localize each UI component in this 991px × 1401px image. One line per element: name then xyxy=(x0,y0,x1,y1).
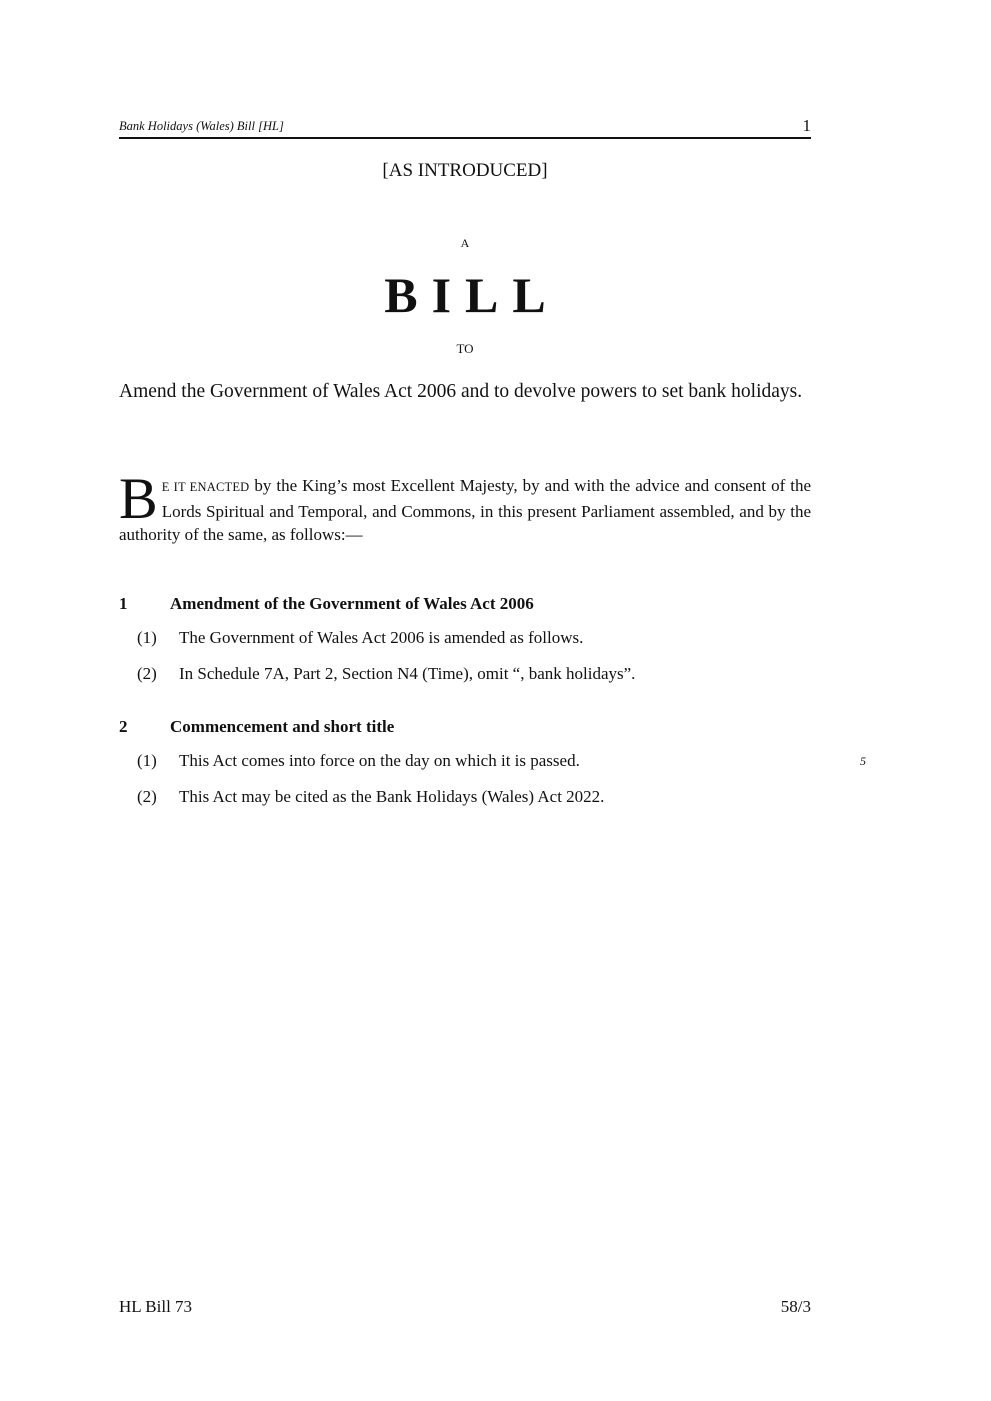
long-title: Amend the Government of Wales Act 2006 and to devolve powers to set bank holidays. xyxy=(119,381,803,402)
subsection xyxy=(119,751,879,787)
section-heading xyxy=(119,594,879,616)
subsection xyxy=(119,628,879,664)
subsection-text: In Schedule 7A, Part 2, Section N4 (Time), omit “, bank holidays”. xyxy=(179,664,636,683)
enacting-text: by the King’s most Excellent Majesty, by and with the advice and consent of the Lords Spiritual and Temporal, and Commons, in this present Parliament assembled, and by the authority of the same, as follows:— xyxy=(119,476,812,544)
section-heading xyxy=(119,717,879,739)
section-number: 1 xyxy=(119,594,128,613)
drop-cap: B xyxy=(119,466,158,531)
subsection-text: This Act may be cited as the Bank Holidays (Wales) Act 2022. xyxy=(179,787,605,806)
subsection-number: (1) xyxy=(137,628,157,647)
line-number: 5 xyxy=(860,754,866,768)
running-title: Bank Holidays (Wales) Bill [HL] xyxy=(119,119,284,133)
section-number: 2 xyxy=(119,717,128,736)
subsection-number: (1) xyxy=(137,751,157,770)
section-title: Commencement and short title xyxy=(170,717,395,736)
section-1 xyxy=(119,594,879,700)
enacting-smallcaps: E IT ENACTED xyxy=(161,480,250,494)
print-reference: 58/3 xyxy=(780,1297,811,1316)
subsection xyxy=(119,787,879,823)
page-number: 1 xyxy=(802,116,811,135)
section-2 xyxy=(119,717,879,823)
enacting-formula xyxy=(119,466,812,547)
page-footer xyxy=(119,1297,811,1319)
subsection-number: (2) xyxy=(137,664,157,683)
subsection-text: The Government of Wales Act 2006 is amended as follows. xyxy=(179,628,584,647)
bill-heading: BILL xyxy=(384,267,560,323)
subsection xyxy=(119,664,879,700)
subsection-number: (2) xyxy=(137,787,157,806)
bill-reference: HL Bill 73 xyxy=(119,1297,193,1316)
bill-to: TO xyxy=(456,341,474,356)
page-header xyxy=(119,116,811,139)
bill-article: A xyxy=(460,236,470,250)
bill-status: [AS INTRODUCED] xyxy=(382,160,548,181)
subsection-text: This Act comes into force on the day on which it is passed. xyxy=(179,751,580,770)
section-title: Amendment of the Government of Wales Act 2006 xyxy=(170,594,534,613)
